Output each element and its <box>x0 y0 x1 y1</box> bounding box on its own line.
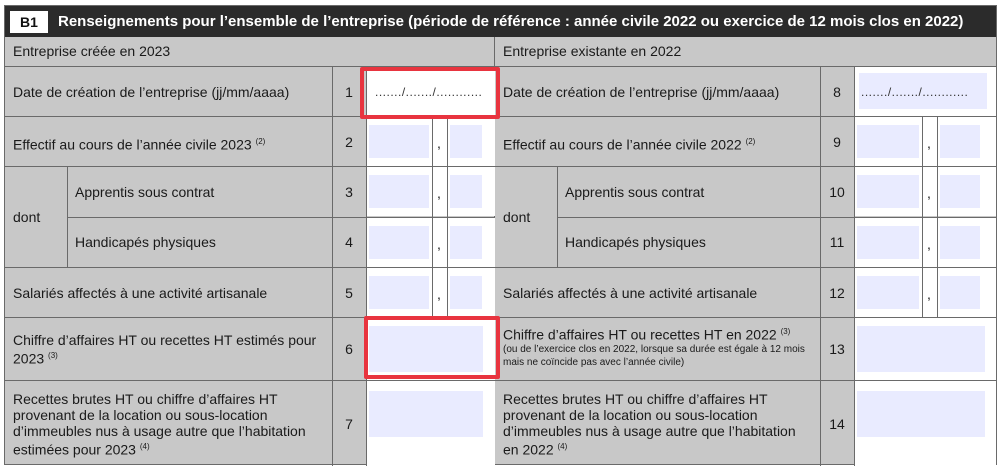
decimal-input-12[interactable] <box>940 276 980 309</box>
date-input-8[interactable]: ......./......./............ <box>861 85 969 99</box>
decimal-input-10[interactable] <box>940 175 980 208</box>
field-number: 14 <box>829 416 845 432</box>
integer-input-10[interactable] <box>857 175 919 208</box>
row-8 <box>495 67 996 117</box>
row-label: Salariés affectés à une activité artisanale <box>13 285 268 301</box>
field-number: 3 <box>345 184 353 200</box>
row-label: Chiffre d’affaires HT ou recettes HT estimés pour 2023 $^{(3)}$ <box>13 332 317 367</box>
section-title: Renseignements pour l’ensemble de l’entreprise (période de référence : année civile 2022 ou exercice de 12 mois clos en 2022) <box>58 13 964 30</box>
integer-input-12[interactable] <box>857 276 919 309</box>
field-number: 4 <box>345 234 353 250</box>
field-number: 13 <box>829 341 845 357</box>
highlight-box-date <box>360 67 500 119</box>
field-number: 10 <box>829 184 845 200</box>
amount-input-14[interactable] <box>857 391 985 437</box>
row-note: (ou de l’exercice clos en 2022, lorsque sa durée est égale à 12 mois mais ne coïncide pas avec l’année civile) <box>503 343 805 368</box>
row-label: Salariés affectés à une activité artisanale <box>503 285 758 301</box>
row-9: Effectif au cours de l’année civile 2022 $^{(2)}$ 9 , <box>495 117 996 167</box>
right-panel-existing-2022 <box>495 37 996 466</box>
decimal-input-4[interactable] <box>450 226 482 259</box>
field-number: 6 <box>345 341 353 357</box>
field-number: 7 <box>345 416 353 432</box>
integer-input-2[interactable] <box>369 125 429 158</box>
row-label-10: Apprentis sous contrat <box>565 184 705 200</box>
section-header <box>5 6 996 37</box>
row-label-4: Handicapés physiques <box>75 234 216 250</box>
row-12: Salariés affectés à une activité artisanale 12 , <box>495 268 996 318</box>
row-7 <box>5 381 494 466</box>
field-number: 5 <box>345 285 353 301</box>
form-section-b1 <box>4 5 997 465</box>
section-code: B1 <box>10 11 48 33</box>
decimal-input-2[interactable] <box>450 125 482 158</box>
row-label: Effectif au cours de l’année civile 2022 $^{(2)}$ <box>503 136 756 153</box>
dont-group: dont Apprentis sous contrat Handicapés physiques 10 11 , , <box>495 167 996 268</box>
row-label: Chiffre d’affaires HT ou recettes HT en 2022 $^{(3)}$ (ou de l’exercice clos en 2022, lorsque sa durée est égale à 12 mois mais ne coïncide pas avec l’année civile) <box>503 324 815 369</box>
date-input-1[interactable]: ......./......./............ <box>375 85 483 99</box>
row-label: Date de création de l’entreprise (jj/mm/aaaa) <box>13 84 290 100</box>
row-label: Recettes brutes HT ou chiffre d’affaires HT provenant de la location ou sous-location d’immeubles nus à usage autre que l’habitation en 2022 $^{(4)}$ <box>503 391 796 458</box>
integer-input-3[interactable] <box>369 175 429 208</box>
dont-label: dont <box>503 209 531 225</box>
integer-input-9[interactable] <box>857 125 919 158</box>
decimal-input-11[interactable] <box>940 226 980 259</box>
row-14 <box>495 381 996 466</box>
row-5: Salariés affectés à une activité artisanale 5 , <box>5 268 494 318</box>
field-number: 12 <box>829 285 845 301</box>
field-number: 11 <box>829 234 845 250</box>
row-2: Effectif au cours de l’année civile 2023 $^{(2)}$ 2 , <box>5 117 494 167</box>
integer-input-11[interactable] <box>857 226 919 259</box>
integer-input-5[interactable] <box>369 276 429 309</box>
dont-group: dont Apprentis sous contrat Handicapés physiques 3 4 , , <box>5 167 494 268</box>
field-number: 1 <box>345 84 353 100</box>
row-label: Date de création de l’entreprise (jj/mm/aaaa) <box>503 84 780 100</box>
field-number: 8 <box>833 84 841 100</box>
right-subtitle: Entreprise existante en 2022 <box>495 37 996 67</box>
row-label-11: Handicapés physiques <box>565 234 706 250</box>
amount-input-13[interactable] <box>857 326 985 372</box>
integer-input-4[interactable] <box>369 226 429 259</box>
dont-label: dont <box>13 209 41 225</box>
field-number: 2 <box>345 134 353 150</box>
left-subtitle: Entreprise créée en 2023 <box>5 37 494 67</box>
highlight-box-turnover <box>364 316 500 379</box>
decimal-input-5[interactable] <box>450 276 482 309</box>
decimal-input-9[interactable] <box>940 125 980 158</box>
row-13 <box>495 318 996 381</box>
row-label-3: Apprentis sous contrat <box>75 184 215 200</box>
decimal-input-3[interactable] <box>450 175 482 208</box>
row-label: Effectif au cours de l’année civile 2023 $^{(2)}$ <box>13 136 266 153</box>
row-label: Recettes brutes HT ou chiffre d’affaires HT provenant de la location ou sous-location d’immeubles nus à usage autre que l’habitation estimées pour 2023 $^{(4)}$ <box>13 391 306 458</box>
amount-input-7[interactable] <box>369 391 483 437</box>
field-number: 9 <box>833 134 841 150</box>
